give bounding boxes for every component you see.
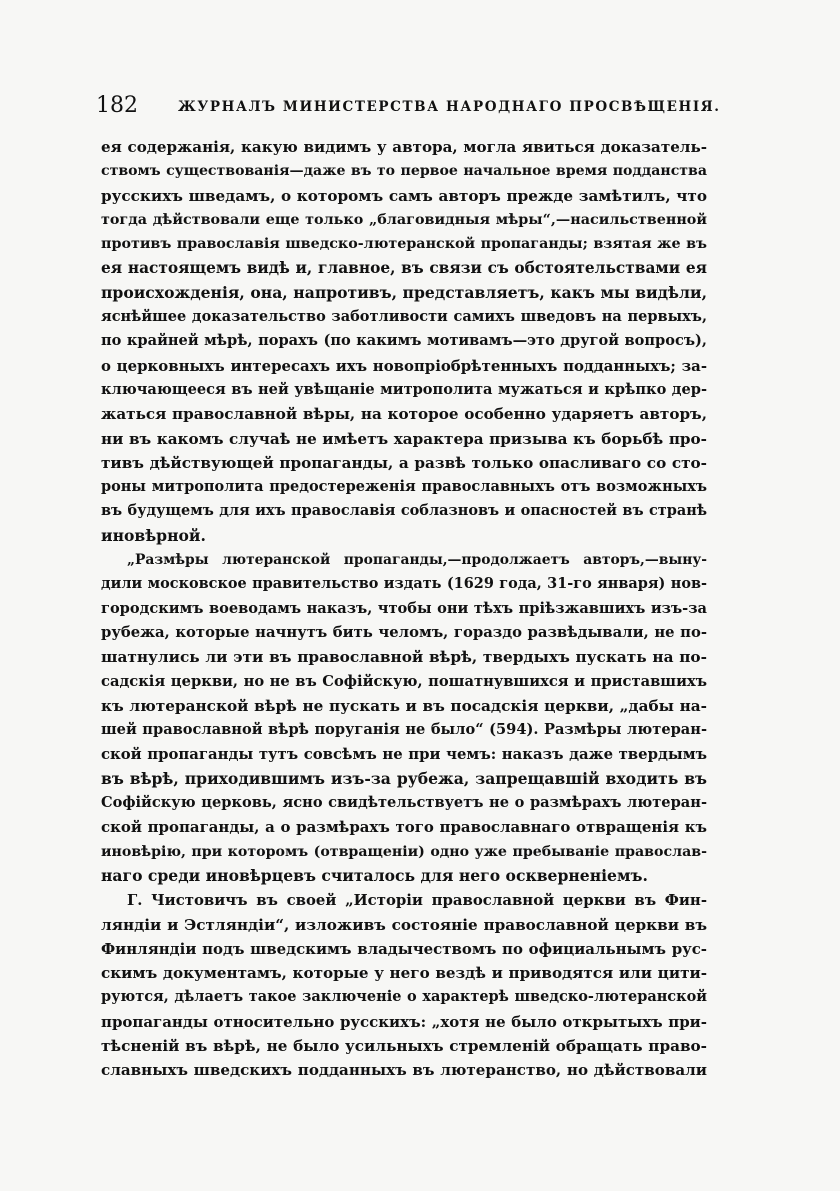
- text-line: ствомъ существованія—даже въ то первое начальное время подданства: [101, 163, 707, 180]
- text-line: пропаганды относительно русскихъ: „хотя не было открытыхъ при-: [101, 1012, 707, 1031]
- page-number: 182: [96, 93, 138, 118]
- text-line: шатнулись ли эти въ православной вѣрѣ, твердыхъ пускать на по-: [101, 648, 707, 667]
- text-line: „Размѣры лютеранской пропаганды,—продолжаетъ авторъ,—выну-: [127, 552, 707, 569]
- body-text: [101, 135, 707, 1083]
- text-line: роны митрополита предостереженія православныхъ отъ возможныхъ: [101, 478, 707, 496]
- text-line: городскимъ воеводамъ наказъ, чтобы они тѣхъ пріѣзжавшихъ изъ-за: [101, 599, 707, 617]
- text-line: ключающееся въ ней увѣщаніе митрополита мужаться и крѣпко дер-: [101, 380, 707, 398]
- text-line: яснѣйшее доказательство заботливости самихъ шведовъ на первыхъ,: [101, 308, 707, 326]
- text-line: тивъ дѣйствующей пропаганды, а развѣ только опасливаго со сто-: [101, 453, 707, 472]
- text-line: ея настоящемъ видѣ и, главное, въ связи съ обстоятельствами ея: [101, 259, 707, 278]
- text-line: тѣсненій въ вѣрѣ, не было усильныхъ стремленій обращать право-: [101, 1036, 707, 1055]
- text-line: рубежа, которые начнутъ бить челомъ, гораздо развѣдывали, не по-: [101, 623, 707, 641]
- page-header: [96, 92, 726, 120]
- text-line: иновѣрію, при которомъ (отвращеніи) одно уже пребываніе православ-: [101, 843, 707, 860]
- text-line: въ вѣрѣ, приходившимъ изъ-за рубежа, запрещавшій входить въ: [101, 768, 707, 788]
- text-line: противъ православія шведско-лютеранской пропаганды; взятая же въ: [101, 236, 707, 253]
- text-line: ской пропаганды, а о размѣрахъ того православнаго отвращенія къ: [101, 818, 707, 837]
- text-line: дили московское правительство издать (1629 года, 31-го января) нов-: [101, 575, 707, 593]
- text-line: Г. Чистовичъ въ своей „Исторіи православной церкви въ Фин-: [127, 891, 707, 910]
- text-line: ляндіи и Эстляндіи“, изложивъ состояніе православной церкви въ: [101, 915, 707, 934]
- text-line: въ будущемъ для ихъ православія соблазновъ и опасностей въ странѣ: [101, 502, 707, 520]
- text-line: Софійскую церковь, ясно свидѣтельствуетъ не о размѣрахъ лютеран-: [101, 794, 707, 812]
- text-line: по крайней мѣрѣ, порахъ (по какимъ мотивамъ—это другой вопросъ),: [101, 332, 707, 350]
- text-line: руются, дѣлаетъ такое заключеніе о характерѣ шведско-лютеранской: [101, 988, 707, 1006]
- text-line: происхожденія, она, напротивъ, представляетъ, какъ мы видѣли,: [101, 282, 707, 302]
- text-line: тогда дѣйствовали еще только „благовидныя мѣры“,—насильственной: [101, 211, 707, 228]
- text-line: ни въ какомъ случаѣ не имѣетъ характера призыва къ борьбѣ про-: [101, 429, 707, 448]
- running-head: ЖУРНАЛЪ МИНИСТЕРСТВА НАРОДНАГО ПРОСВѢЩЕНІЯ.: [178, 99, 721, 115]
- text-line: наго среди иновѣрцевъ считалось для него оскверненіемъ.: [101, 865, 648, 885]
- text-line: ея содержанія, какую видимъ у автора, могла явиться доказатель-: [101, 138, 707, 156]
- text-line: къ лютеранской вѣрѣ не пускать и въ посадскія церкви, „дабы на-: [101, 696, 707, 715]
- text-line: славныхъ шведскихъ подданныхъ въ лютеранство, но дѣйствовали: [101, 1061, 707, 1080]
- text-line: жаться православной вѣры, на которое особенно ударяетъ авторъ,: [101, 405, 707, 424]
- text-line: русскихъ шведамъ, о которомъ самъ авторъ прежде замѣтилъ, что: [101, 186, 707, 205]
- text-line: ской пропаганды тутъ совсѣмъ не при чемъ: наказъ даже твердымъ: [101, 745, 707, 764]
- text-line: шей православной вѣрѣ поруганія не было“ (594). Размѣры лютеран-: [101, 721, 707, 739]
- text-line: садскія церкви, но не въ Софійскую, пошатнувшихся и приставшихъ: [101, 672, 707, 690]
- text-line: о церковныхъ интересахъ ихъ новопріобрѣтенныхъ подданныхъ; за-: [101, 356, 707, 375]
- text-line: Финляндіи подъ шведскимъ владычествомъ по официальнымъ рус-: [101, 939, 707, 958]
- text-line: иновѣрной.: [101, 525, 206, 545]
- text-line: скимъ документамъ, которые у него вездѣ и приводятся или цити-: [101, 964, 707, 983]
